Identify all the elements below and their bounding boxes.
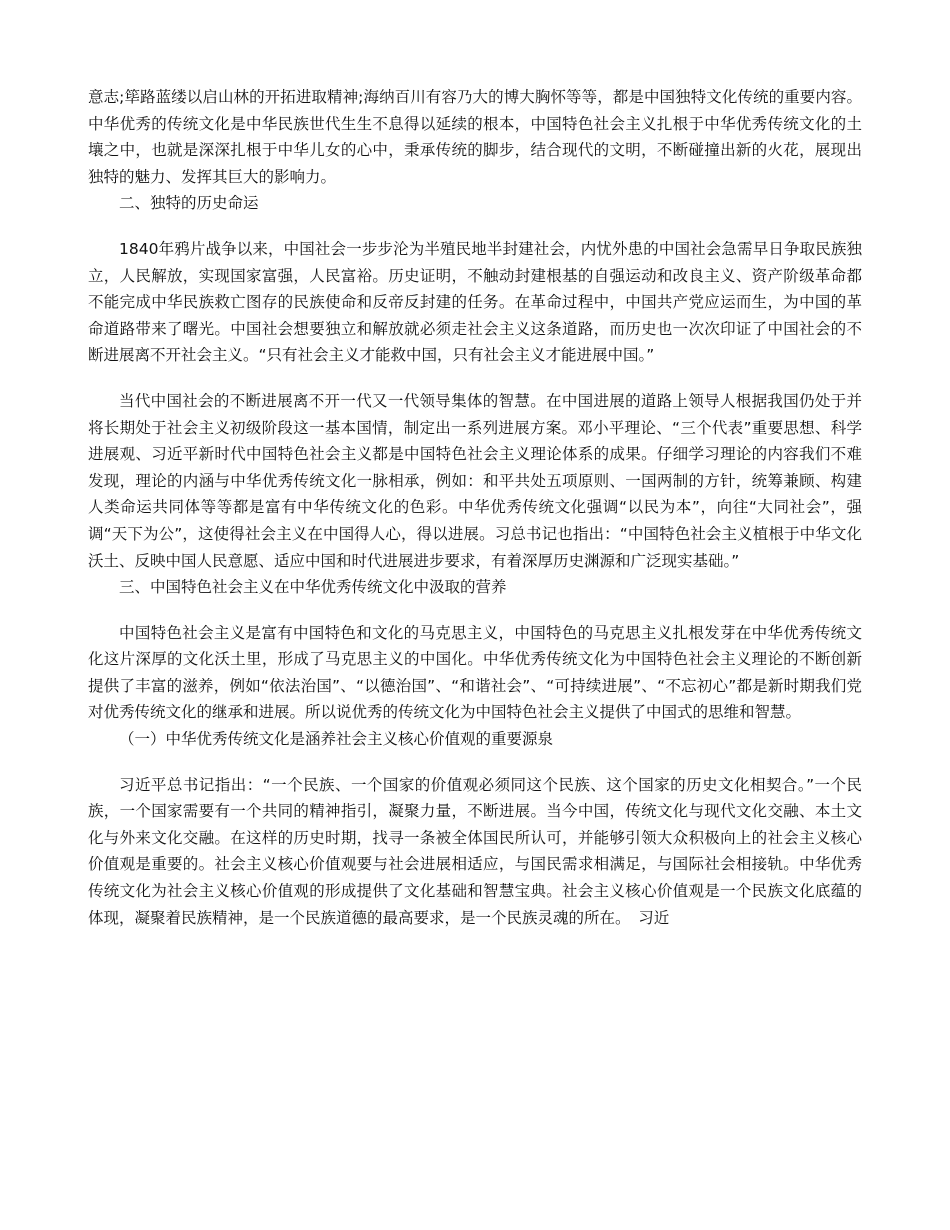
paragraph-opium-war-history: 1840年鸦片战争以来，中国社会一步步沦为半殖民地半封建社会，内忧外患的中国社会急需早日争取民族独立，人民解放，实现国家富强，人民富裕。历史证明，不触动封建根基的自强运动和改良主义、资产阶级革命都不能完成中华民族救亡图存的民族使命和反帝反封建的任务。在革命过程中，中国共产党应运而生，为中国的革命道路带来了曙光。中国社会想要独立和解放就必须走社会主义这条道路，而历史也一次次印证了中国社会的不断进展离不开社会主义。“只有社会主义才能救中国，只有社会主义才能进展中国。”	[88, 239, 862, 365]
paragraph-cultural-tradition: 意志;筚路蓝缕以启山林的开拓进取精神;海纳百川有容乃大的博大胸怀等等，都是中国独特文化传统的重要内容。中华优秀的传统文化是中华民族世代生生不息得以延续的根本，中国特色社会主义扎根于中华优秀传统文化的土壤之中，也就是深深扎根于中华儿女的心中，秉承传统的脚步，结合现代的文明，不断碰撞出新的火花，展现出独特的魅力、发挥其巨大的影响力。	[88, 88, 862, 186]
section-heading-historical-destiny: 二、独特的历史命运	[119, 194, 259, 213]
paragraph-core-values: 习近平总书记指出：“一个民族、一个国家的价值观必须同这个民族、这个国家的历史文化相契合。”一个民族，一个国家需要有一个共同的精神指引，凝聚力量，不断进展。当今中国，传统文化与现代文化交融、本土文化与外来文化交融。在这样的历史时期，找寻一条被全体国民所认可，并能够引领大众积极向上的社会主义核心价值观是重要的。社会主义核心价值观要与社会进展相适应，与国民需求相满足，与国际社会相接轨。中华优秀传统文化为社会主义核心价值观的形成提供了文化基础和智慧宝典。社会主义核心价值观是一个民族文化底蕴的体现，凝聚着民族精神，是一个民族道德的最高要求，是一个民族灵魂的所在。 习近	[88, 775, 862, 927]
subsection-heading-core-values: （一）中华优秀传统文化是涵养社会主义核心价值观的重要源泉	[119, 730, 554, 749]
paragraph-sinicized-marxism: 中国特色社会主义是富有中国特色和文化的马克思主义，中国特色的马克思主义扎根发芽在中华优秀传统文化这片深厚的文化沃土里，形成了马克思主义的中国化。中华优秀传统文化为中国特色社会主义理论的不断创新提供了丰富的滋养，例如“依法治国”、“以德治国”、“和谐社会”、“可持续进展”、“不忘初心”都是新时期我们党对优秀传统文化的继承和进展。所以说优秀的传统文化为中国特色社会主义提供了中国式的思维和智慧。	[88, 623, 862, 722]
section-heading-nourishment: 三、中国特色社会主义在中华优秀传统文化中汲取的营养	[119, 578, 507, 597]
paragraph-leadership-wisdom: 当代中国社会的不断进展离不开一代又一代领导集体的智慧。在中国进展的道路上领导人根据我国仍处于并将长期处于社会主义初级阶段这一基本国情，制定出一系列进展方案。邓小平理论、“三个代表”重要思想、科学进展观、习近平新时代中国特色社会主义都是中国特色社会主义理论体系的成果。仔细学习理论的内容我们不难发现，理论的内涵与中华优秀传统文化一脉相承，例如：和平共处五项原则、一国两制的方针，统筹兼顾、构建人类命运共同体等等都是富有中华传统文化的色彩。中华优秀传统文化强调“以民为本”，向往“大同社会”，强调“天下为公”，这使得社会主义在中国得人心，得以进展。习总书记也指出：“中国特色社会主义植根于中华文化沃土、反映中国人民意愿、适应中国和时代进展进步要求，有着深厚历史渊源和广泛现实基础。”	[88, 391, 862, 570]
